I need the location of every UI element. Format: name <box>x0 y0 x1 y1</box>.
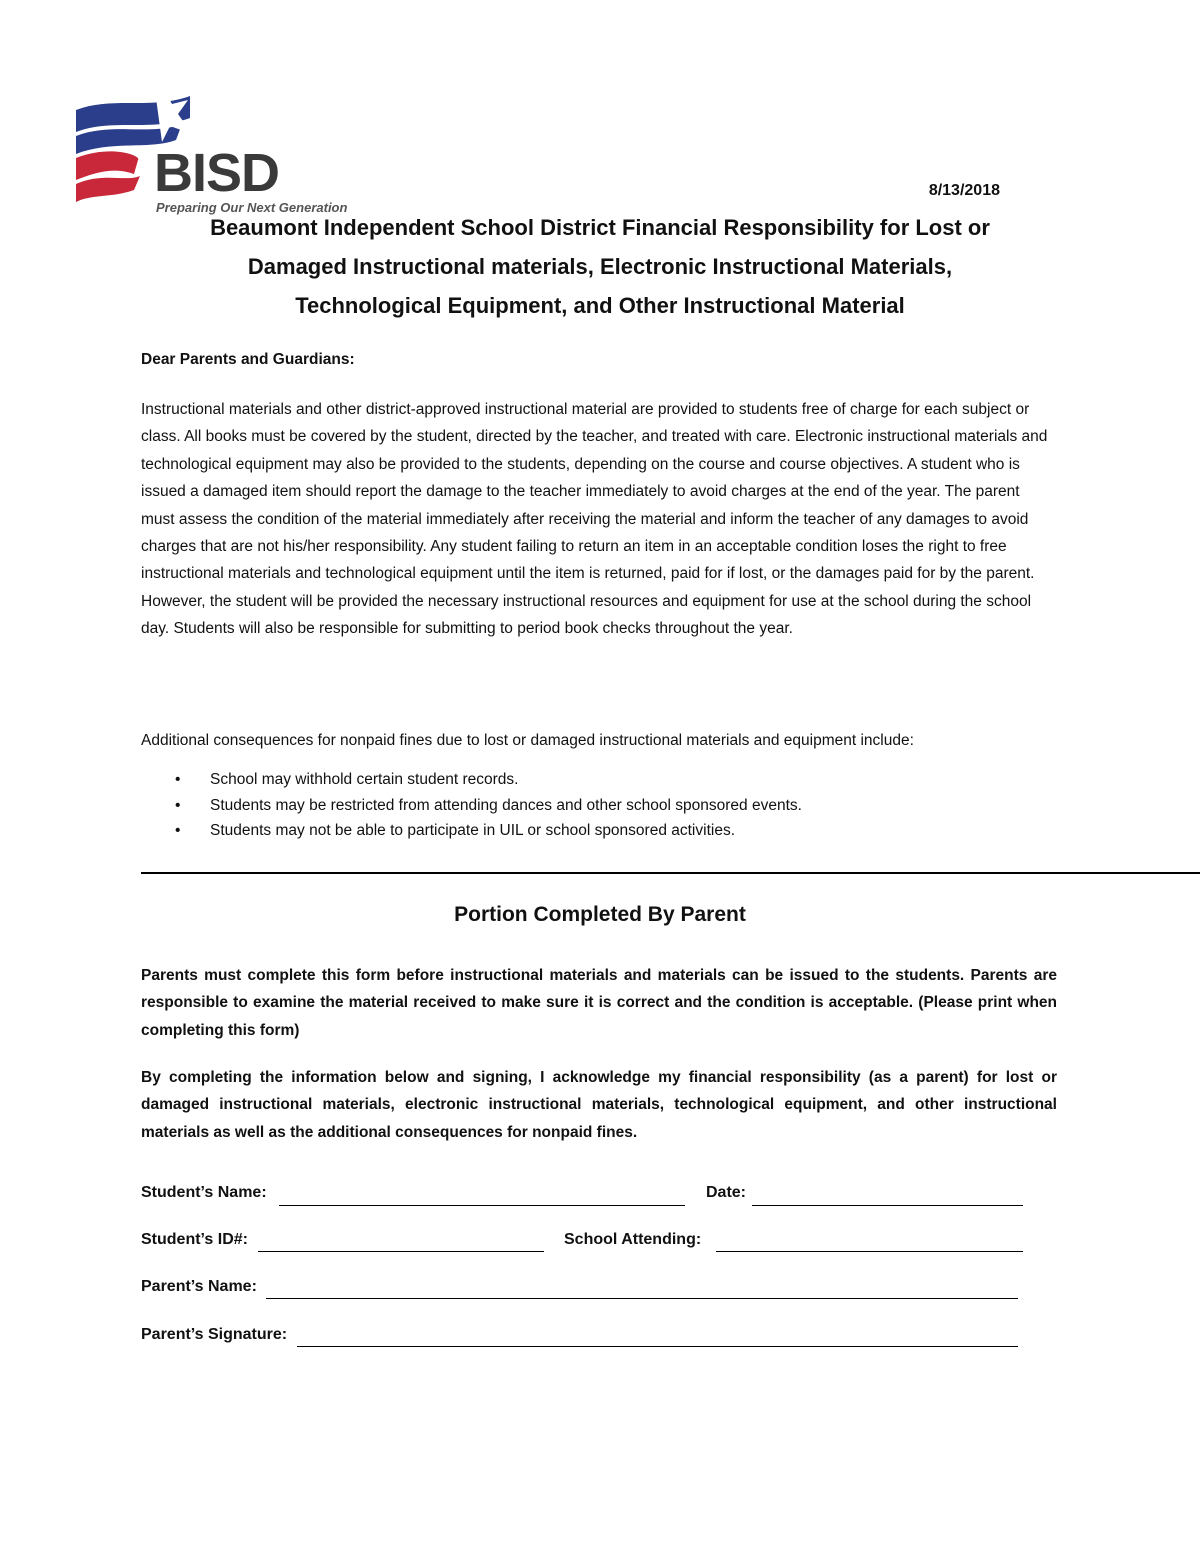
bullet-icon: • <box>175 771 181 788</box>
bullet-icon: • <box>175 796 181 814</box>
list-item: • Students may be restricted from attending dances and other school sponsored events. <box>141 793 1041 819</box>
section-divider <box>141 872 1200 874</box>
document-date: 8/13/2018 <box>928 182 1000 199</box>
parent-signature-label: Parent’s Signature: <box>141 1326 288 1343</box>
bullet-icon: • <box>175 822 181 839</box>
date-label: Date: <box>706 1184 747 1201</box>
parent-name-field[interactable] <box>266 1298 1018 1299</box>
title-line: Beaumont Independent School District Financial Responsibility for Lost or <box>210 215 990 240</box>
acknowledgement-text: By completing the information below and signing, I acknowledge my financial responsibility (as a parent) for lost or damaged instructional materials, electronic instructional materials, technological equipment, and other instructional materials as well as the additional consequences for nonpaid fines. <box>141 1069 1057 1141</box>
parent-signature-field[interactable] <box>297 1346 1018 1347</box>
salutation: Dear Parents and Guardians: <box>141 351 355 368</box>
consequences-list <box>141 767 1041 844</box>
bisd-logo <box>72 90 348 220</box>
date-field[interactable] <box>752 1205 1023 1206</box>
list-item: • Students may not be able to participate in UIL or school sponsored activities. <box>141 818 1041 844</box>
parent-instructions: Parents must complete this form before instructional materials and materials can be issued to the students. Parents are responsible to examine the material received to make sure it is correct and the condition is acceptable. (Please print when completing this form) <box>141 967 1057 1039</box>
student-id-label: Student’s ID#: <box>141 1231 248 1248</box>
school-attending-field[interactable] <box>716 1251 1023 1252</box>
student-name-field[interactable] <box>279 1205 685 1206</box>
parent-name-label: Parent’s Name: <box>141 1278 257 1295</box>
logo-wordmark: BISD <box>154 143 280 203</box>
list-item: • School may withhold certain student records. <box>141 767 1041 793</box>
document-title <box>150 208 1050 325</box>
policy-paragraph: Instructional materials and other district-approved instructional material are provided to students free of charge for each subject or class. All books must be covered by the student, directed by the teacher, and treated with care. Electronic instructional materials and technological equipment may also be provided to the students, depending on the course and course objectives. A student who is issued a damaged item should report the damage to the teacher immediately to avoid charges at the end of the year. The parent must assess the condition of the material immediately after receiving the material and inform the teacher of any damages to avoid charges that are not his/her responsibility. Any student failing to return an item in an acceptable condition loses the right to free instructional materials and technological equipment until the item is returned, paid for if lost, or the damages paid for by the parent. However, the student will be provided the necessary instructional resources and equipment for use at the school during the school day. Students will also be responsible for submitting to period book checks throughout the year. <box>141 401 1048 638</box>
student-name-label: Student’s Name: <box>141 1184 267 1201</box>
section-title: Portion Completed By Parent <box>454 903 746 926</box>
student-id-field[interactable] <box>258 1251 544 1252</box>
consequences-intro: Additional consequences for nonpaid fines due to lost or damaged instructional materials and equipment include: <box>141 732 914 749</box>
school-attending-label: School Attending: <box>564 1231 702 1248</box>
title-line: Technological Equipment, and Other Instructional Material <box>295 293 905 318</box>
logo-tagline: Preparing Our Next Generation <box>156 200 348 215</box>
title-line: Damaged Instructional materials, Electronic Instructional Materials, <box>247 254 953 279</box>
